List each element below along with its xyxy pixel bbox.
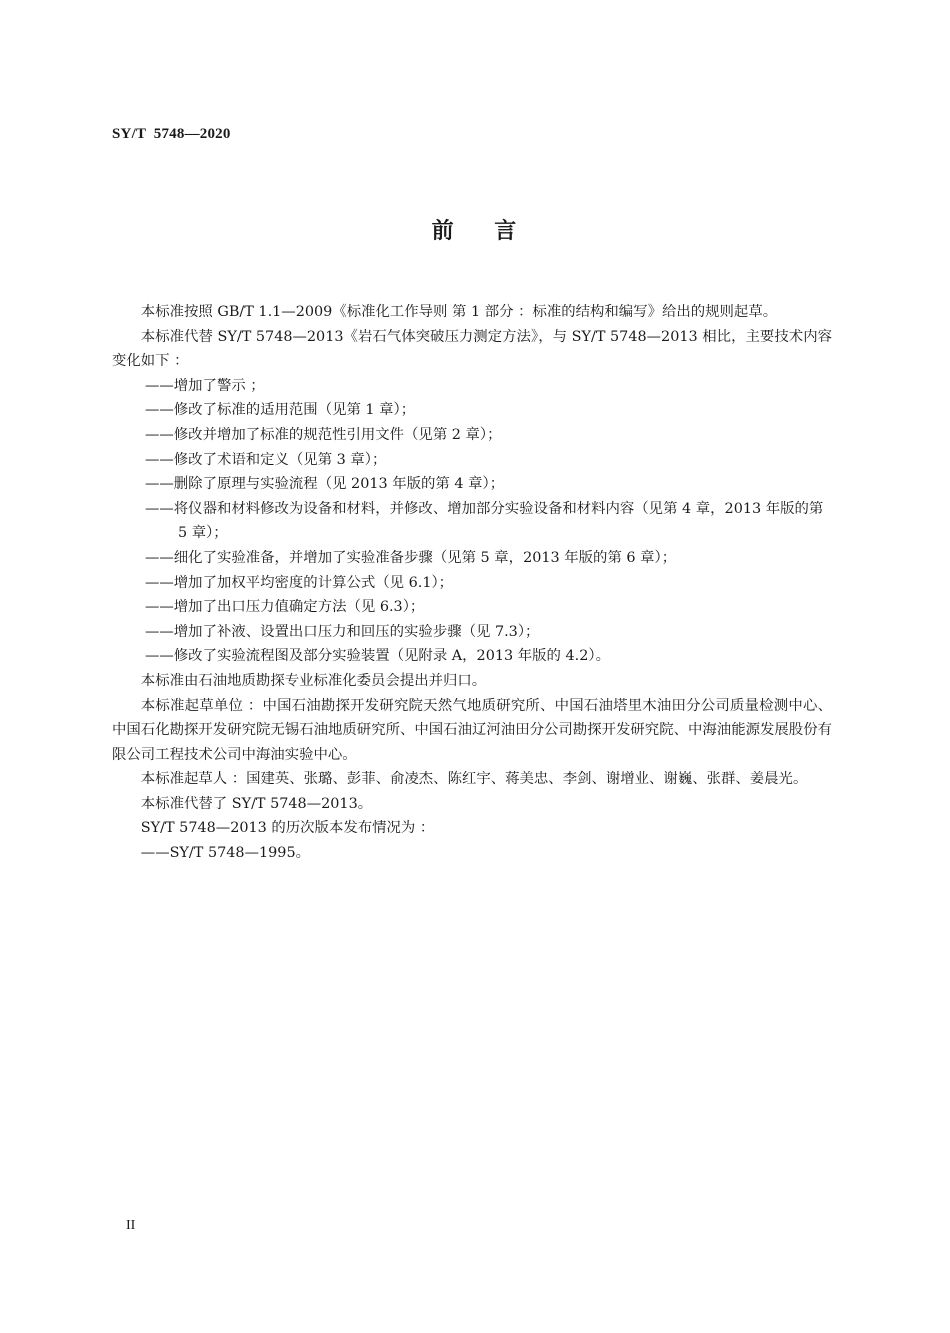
changes-list — [112, 374, 832, 669]
paragraph-history-intro: SY/T 5748—2013 的历次版本发布情况为 ： — [140, 820, 435, 837]
paragraph-drafting-units: 本标准起草单位 ：中国石油勘探开发研究院天然气地质研究所、中国石油塔里木油田分公司质量检测中心、中国石化勘探开发研究院无锡石油地质研究所、中国石油辽河油田分公司勘探开发研究院、中海油能源发展股份有限公司工程技术公司中海油实验中心。 — [112, 697, 832, 763]
list-item: ——增加了警示 ； — [145, 377, 265, 394]
paragraph-proposer: 本标准由石油地质勘探专业标准化委员会提出并归口。 — [140, 672, 487, 689]
paragraph-drafters: 本标准起草人 ：国建英、张璐、彭菲、俞凌杰、陈红宇、蒋美忠、李剑、谢增业、谢巍、张群、姜晨光。 — [140, 771, 808, 788]
list-item: ——增加了加权平均密度的计算公式（见 6.1）； — [145, 574, 454, 591]
list-item: ——将仪器和材料修改为设备和材料，并修改、增加部分实验设备和材料内容（见第 4 章，2013 年版的第 5 章）； — [145, 500, 824, 542]
list-item: ——细化了实验准备，并增加了实验准备步骤（见第 5 章，2013 年版的第 6 章）； — [145, 549, 677, 566]
page-title: 前 言 — [431, 219, 519, 244]
page-number: II — [126, 1218, 136, 1233]
list-item: ——增加了出口压力值确定方法（见 6.3）； — [145, 599, 425, 616]
list-item: ——修改并增加了标准的规范性引用文件（见第 2 章）； — [145, 426, 502, 443]
standard-code: SY/T 5748—2020 — [112, 126, 231, 142]
list-item: ——修改了实验流程图及部分实验装置（见附录 A，2013 年版的 4.2）。 — [145, 648, 610, 665]
list-item: ——删除了原理与实验流程（见 2013 年版的第 4 章）； — [145, 476, 505, 493]
history-list — [112, 841, 832, 866]
list-item: ——增加了补液、设置出口压力和回压的实验步骤（见 7.3）； — [145, 623, 540, 640]
list-item: ——修改了术语和定义（见第 3 章）； — [145, 451, 387, 468]
paragraph-replacement-summary: 本标准代替 SY/T 5748—2013《岩石气体突破压力测定方法》，与 SY/T 5748—2013 相比，主要技术内容变化如下 ： — [112, 328, 832, 370]
list-item: ——SY/T 5748—1995。 — [140, 845, 310, 862]
foreword-body — [112, 300, 832, 866]
paragraph-drafting-rules: 本标准按照 GB/T 1.1—2009《标准化工作导则 第 1 部分 ：标准的结构和编写》给出的规则起草。 — [140, 304, 778, 320]
paragraph-replaces: 本标准代替了 SY/T 5748—2013。 — [140, 795, 373, 812]
list-item: ——修改了标准的适用范围（见第 1 章）； — [145, 402, 416, 419]
